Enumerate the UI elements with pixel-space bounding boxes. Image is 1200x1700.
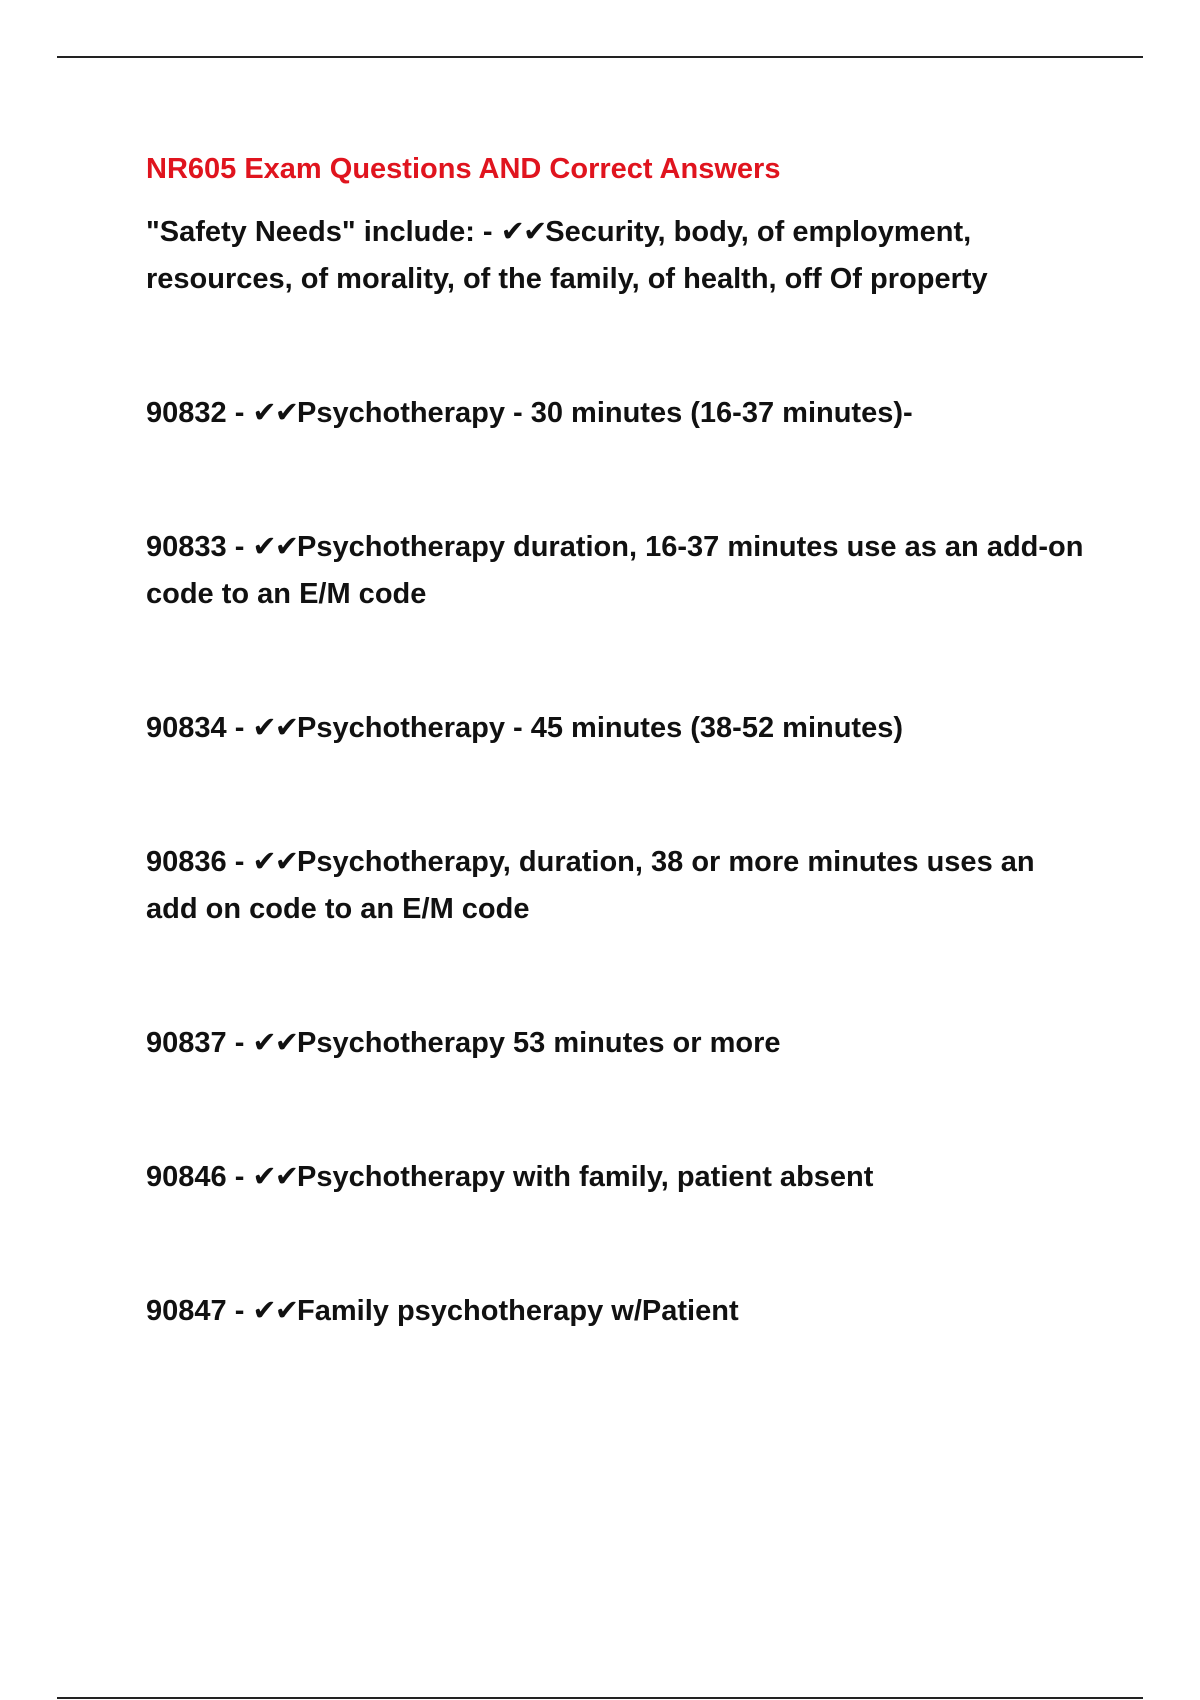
qa-item xyxy=(146,704,1086,752)
double-check-icon: ✔✔ xyxy=(252,395,298,429)
double-check-icon: ✔✔ xyxy=(252,844,298,878)
question-text: 90832 - xyxy=(146,397,253,429)
question-text: 90836 - xyxy=(146,846,253,878)
qa-item xyxy=(146,1019,1086,1067)
document-title: NR605 Exam Questions AND Correct Answers xyxy=(146,153,781,185)
question-text: 90847 - xyxy=(146,1295,253,1327)
double-check-icon: ✔✔ xyxy=(500,214,546,248)
question-text: 90833 - xyxy=(146,531,253,563)
question-text: "Safety Needs" include: - xyxy=(146,216,501,248)
header-rule xyxy=(57,56,1143,58)
double-check-icon: ✔✔ xyxy=(252,1025,298,1059)
question-text: 90834 - xyxy=(146,712,253,744)
qa-item xyxy=(146,208,1086,303)
answer-text: Psychotherapy - 30 minutes (16-37 minutes)- xyxy=(297,397,913,429)
answer-text: Family psychotherapy w/Patient xyxy=(297,1295,739,1327)
answer-text: Psychotherapy 53 minutes or more xyxy=(297,1027,781,1059)
answer-text: Psychotherapy duration, 16-37 minutes use as an add-on code to an E/M code xyxy=(146,531,1084,610)
qa-item xyxy=(146,523,1086,618)
qa-item xyxy=(146,389,1086,437)
question-text: 90846 - xyxy=(146,1161,253,1193)
document-body xyxy=(146,148,1086,1335)
double-check-icon: ✔✔ xyxy=(252,529,298,563)
footer-rule xyxy=(57,1697,1143,1699)
qa-item xyxy=(146,1153,1086,1201)
double-check-icon: ✔✔ xyxy=(252,1293,298,1327)
answer-text: Psychotherapy, duration, 38 or more minutes uses an add on code to an E/M code xyxy=(146,846,1035,925)
answer-text: Psychotherapy with family, patient absent xyxy=(297,1161,874,1193)
qa-item xyxy=(146,838,1086,933)
answer-text: Security, body, of employment, resources, of morality, of the family, of health, off Of property xyxy=(146,216,988,295)
double-check-icon: ✔✔ xyxy=(252,1159,298,1193)
question-text: 90837 - xyxy=(146,1027,253,1059)
double-check-icon: ✔✔ xyxy=(252,710,298,744)
qa-item xyxy=(146,1287,1086,1335)
answer-text: Psychotherapy - 45 minutes (38-52 minutes) xyxy=(297,712,904,744)
